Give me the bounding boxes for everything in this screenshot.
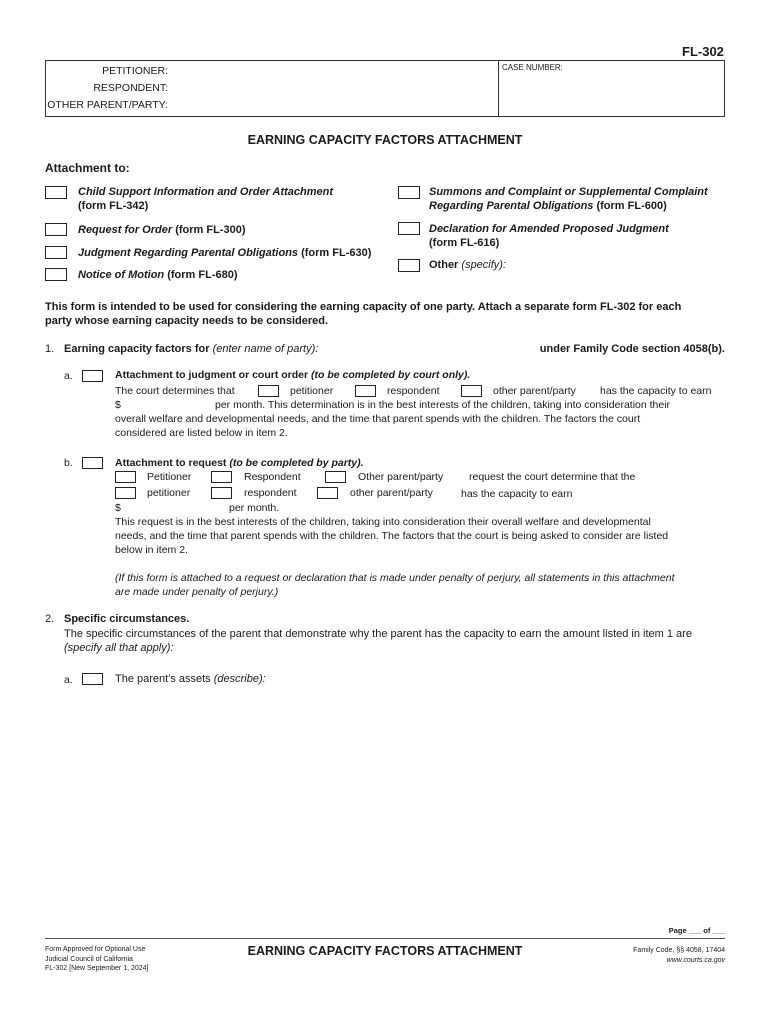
item1a-letter: a. xyxy=(64,370,73,382)
checkbox-1b-other-cap[interactable] xyxy=(325,471,346,483)
item1-heading: Earning capacity factors for (enter name of party): xyxy=(64,343,319,355)
checkbox-fl342[interactable] xyxy=(45,186,67,199)
item1b-line2: needs, and the time that parent spends with the children. The factors that the court is being asked to consider are listed xyxy=(115,530,669,542)
checkbox-1b-petitioner-cap[interactable] xyxy=(115,471,136,483)
checkbox-fl300[interactable] xyxy=(45,223,67,236)
item1-code-ref: under Family Code section 4058(b). xyxy=(539,343,725,355)
caption-divider xyxy=(498,60,499,117)
form-title: EARNING CAPACITY FACTORS ATTACHMENT xyxy=(247,133,523,147)
item1b-heading: Attachment to request (to be completed by party). xyxy=(115,457,364,469)
footer-rule xyxy=(45,938,725,939)
item1b-respondent: respondent xyxy=(244,487,297,499)
option-fl680: Notice of Motion (form FL-680) xyxy=(78,269,238,281)
item1b-other: other parent/party xyxy=(350,487,433,499)
item1b-letter: b. xyxy=(64,457,73,469)
attachment-to-label: Attachment to: xyxy=(45,161,130,175)
item2-number: 2. xyxy=(45,613,55,625)
item1-number: 1. xyxy=(45,343,55,355)
checkbox-other[interactable] xyxy=(398,259,420,272)
checkbox-item2a[interactable] xyxy=(82,673,103,685)
item1a-respondent: respondent xyxy=(387,385,440,397)
checkbox-item1b[interactable] xyxy=(82,457,103,469)
checkbox-1a-petitioner[interactable] xyxy=(258,385,279,397)
item2-line2: (specify all that apply): xyxy=(64,642,174,654)
petitioner-label: PETITIONER: xyxy=(102,65,168,77)
checkbox-fl616[interactable] xyxy=(398,222,420,235)
item1b-respondent-cap: Respondent xyxy=(244,471,301,483)
page-number: Page ___ of ___ xyxy=(668,926,725,935)
checkbox-item1a[interactable] xyxy=(82,370,103,382)
item1b-petitioner: petitioner xyxy=(147,487,191,499)
option-fl616: Declaration for Amended Proposed Judgment (form FL-616) xyxy=(429,223,669,249)
respondent-label: RESPONDENT: xyxy=(93,82,168,94)
checkbox-1b-respondent[interactable] xyxy=(211,487,232,499)
intro-text: This form is intended to be used for considering the earning capacity of one party. Attach a separate form FL-302 for each party whose earning capacity needs to be considered. xyxy=(45,301,682,327)
item1a-line3: overall welfare and developmental needs, and the time that parent spends with the children. The factors the court xyxy=(115,413,641,425)
checkbox-fl630[interactable] xyxy=(45,246,67,259)
option-fl600: Summons and Complaint or Supplemental Complaint Regarding Parental Obligations (form FL-600) xyxy=(429,186,708,212)
item1b-capacity: has the capacity to earn xyxy=(461,488,573,500)
item1a-line4: considered are listed below in item 2. xyxy=(115,427,288,439)
item1b-petitioner-cap: Petitioner xyxy=(147,471,192,483)
checkbox-1b-respondent-cap[interactable] xyxy=(211,471,232,483)
case-number-label: CASE NUMBER: xyxy=(502,63,563,72)
checkbox-fl680[interactable] xyxy=(45,268,67,281)
item1a-determines: The court determines that xyxy=(115,385,235,397)
option-fl300: Request for Order (form FL-300) xyxy=(78,224,246,236)
item1a-dollar: $ xyxy=(115,399,121,411)
item2a-label: The parent's assets (describe): xyxy=(115,673,266,685)
item1a-heading: Attachment to judgment or court order (to be completed by court only). xyxy=(115,369,471,381)
footer-title: EARNING CAPACITY FACTORS ATTACHMENT xyxy=(247,944,523,958)
item1b-request: request the court determine that the xyxy=(469,471,636,483)
item2-line1: The specific circumstances of the parent that demonstrate why the parent has the capacity to earn the amount listed in item 1 are xyxy=(64,628,692,640)
item1a-petitioner: petitioner xyxy=(290,385,334,397)
item1b-dollar: $ xyxy=(115,502,121,514)
checkbox-1b-petitioner[interactable] xyxy=(115,487,136,499)
option-other: Other (specify): xyxy=(429,259,507,271)
item1b-line1: This request is in the best interests of the children, taking into consideration their overall welfare and developmental xyxy=(115,516,651,528)
checkbox-1a-other[interactable] xyxy=(461,385,482,397)
item1a-other: other parent/party xyxy=(493,385,576,397)
item1b-note1: (If this form is attached to a request or declaration that is made under penalty of perjury, all statements in this attachment xyxy=(115,572,675,584)
checkbox-1b-other[interactable] xyxy=(317,487,338,499)
option-fl630: Judgment Regarding Parental Obligations (form FL-630) xyxy=(78,247,372,259)
item1b-line3: below in item 2. xyxy=(115,544,188,556)
form-number: FL-302 xyxy=(682,44,724,59)
item1a-line2: per month. This determination is in the best interests of the children, taking into consideration their xyxy=(215,399,671,411)
checkbox-fl600[interactable] xyxy=(398,186,420,199)
item1b-per-month: per month. xyxy=(229,502,280,514)
checkbox-1a-respondent[interactable] xyxy=(355,385,376,397)
other-party-label: OTHER PARENT/PARTY: xyxy=(47,99,168,111)
item2-heading: Specific circumstances. xyxy=(64,613,190,625)
item1a-capacity: has the capacity to earn xyxy=(600,385,712,397)
option-fl342: Child Support Information and Order Attachment (form FL-342) xyxy=(78,186,334,212)
item1b-note2: are made under penalty of perjury.) xyxy=(115,586,279,598)
item2a-letter: a. xyxy=(64,674,73,686)
footer-left: Form Approved for Optional Use Judicial Council of California FL-302 [New September 1, 2024] xyxy=(45,946,149,972)
footer-right: Family Code, §§ 4058, 17404 www.courts.ca.gov xyxy=(633,947,725,964)
item1b-other-cap: Other parent/party xyxy=(358,471,444,483)
